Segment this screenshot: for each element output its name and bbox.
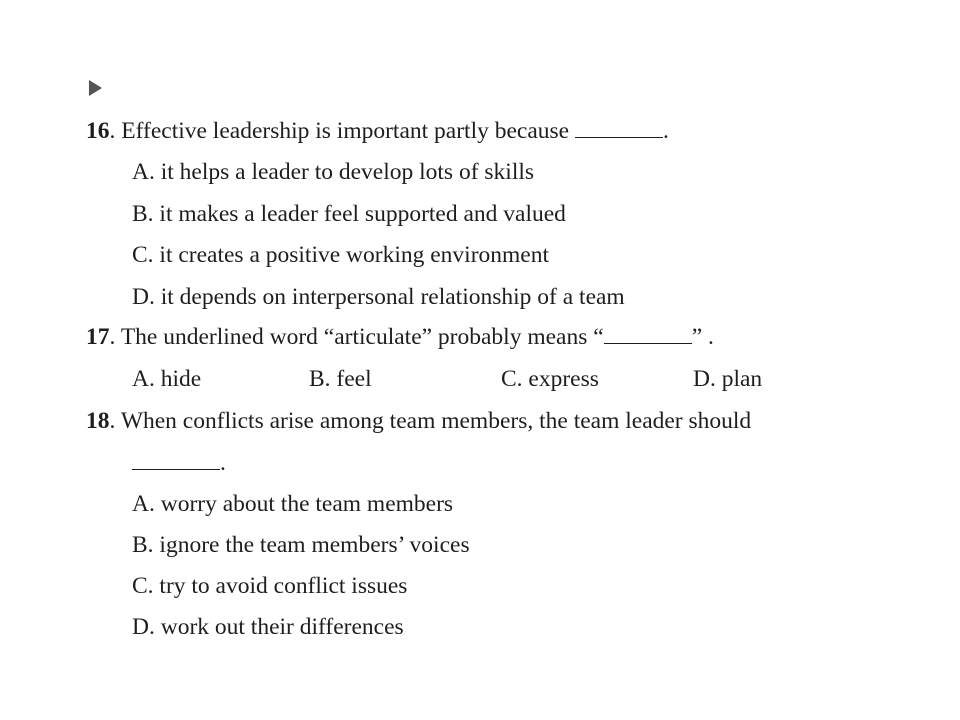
option-16-a: A. it helps a leader to develop lots of skills xyxy=(132,159,535,185)
option-17-a: A. hide xyxy=(132,366,202,392)
question-17-stem xyxy=(86,322,714,352)
option-18-a: A. worry about the team members xyxy=(132,491,454,517)
question-text: . When conflicts arise among team members, the team leader should xyxy=(109,408,752,434)
question-text: . Effective leadership is important partly because xyxy=(109,118,575,144)
option-16-c: C. it creates a positive working environment xyxy=(132,242,550,268)
option-17-c: C. express xyxy=(501,366,599,392)
answer-blank xyxy=(132,449,220,470)
option-17-b: B. feel xyxy=(309,366,372,392)
option-18-c: C. try to avoid conflict issues xyxy=(132,573,408,599)
play-marker-icon xyxy=(89,80,102,96)
option-16-b: B. it makes a leader feel supported and valued xyxy=(132,201,566,227)
question-text-end: ” . xyxy=(691,324,714,350)
question-16-stem xyxy=(86,116,669,146)
answer-blank xyxy=(604,323,692,344)
option-16-d: D. it depends on interpersonal relationship of a team xyxy=(132,284,625,310)
question-number: 16 xyxy=(86,118,110,144)
question-18-stem-continued xyxy=(132,448,226,478)
option-17-d: D. plan xyxy=(693,366,763,392)
answer-blank xyxy=(575,117,663,138)
question-text-end: . xyxy=(662,118,669,144)
question-number: 18 xyxy=(86,408,110,434)
question-text: . The underlined word “articulate” probably means “ xyxy=(109,324,604,350)
question-18-stem xyxy=(86,406,751,436)
question-number: 17 xyxy=(86,324,110,350)
question-text-end: . xyxy=(220,450,226,476)
option-18-d: D. work out their differences xyxy=(132,614,404,640)
option-18-b: B. ignore the team members’ voices xyxy=(132,532,470,558)
